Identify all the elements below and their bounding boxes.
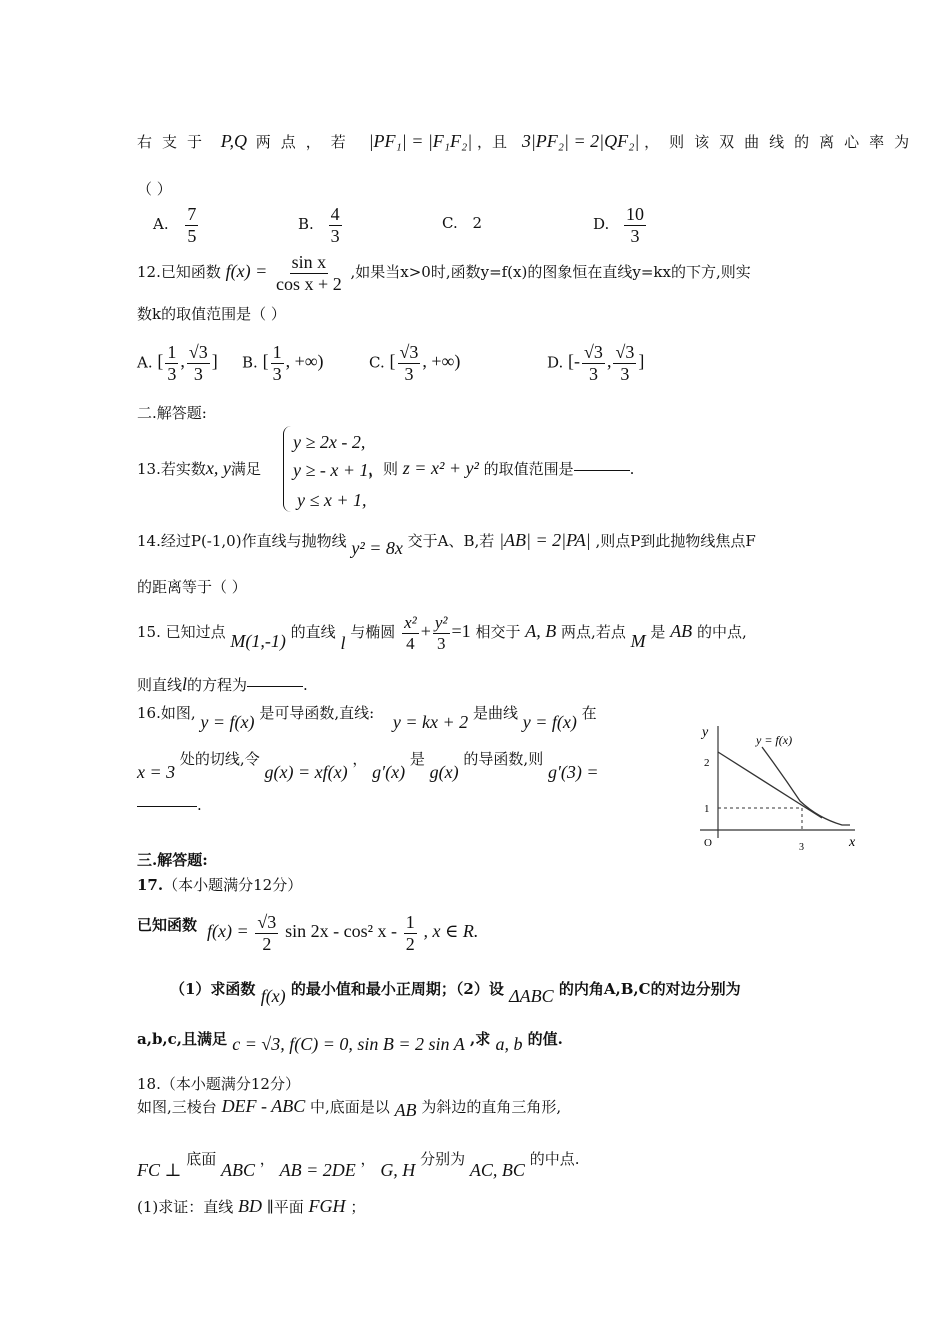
- q18-part1: (1)求证：直线 BD ∥平面 FGH ；: [137, 1196, 366, 1216]
- q16-figure: [690, 722, 862, 852]
- q18-line2: FC ⊥ 底面 ABC ， AB = 2DE ， G, H 分别为 AC, BC 的中点.: [137, 1150, 580, 1180]
- q15-line2: 则直线l的方程为 .: [137, 674, 308, 694]
- section-3-heading: 三.解答题:: [137, 851, 208, 869]
- q13-cond2: y ≥ - x + 1,: [293, 460, 373, 480]
- q13-cond3: y ≤ x + 1,: [297, 490, 367, 510]
- figure-y-label: y: [702, 725, 709, 740]
- q11-option-d: D. $\frac{10}{3}$: [593, 204, 645, 246]
- q12-option-b: B. [ $\frac{1}{3}$ , +∞): [242, 342, 324, 384]
- q14-line1: 14.经过P(-1,0)作直线与抛物线 y² = 8x 交于A、B,若 |AB| = 2|PA| ,则点P到此抛物线焦点F: [137, 530, 756, 558]
- figure-tangent-line: [718, 752, 822, 818]
- q14-line2: 的距离等于（ ）: [137, 578, 247, 596]
- q12-option-d: D. [- $\frac{√3}{3}$ , $\frac{√3}{3}$ ]: [547, 342, 645, 384]
- q16-line1: 16.如图, y = f(x) 是可导函数,直线: y = kx + 2 是曲线 y = f(x) 在: [137, 704, 597, 732]
- q12-option-a: A. [ $\frac{1}{3}$ , $\frac{√3}{3}$ ]: [137, 342, 218, 384]
- figure-origin-label: O: [704, 837, 712, 849]
- q11-text-d: ，则该双曲线的离心率为: [644, 133, 920, 151]
- q17-function: f(x) = $\frac{√3}{2}$ sin 2x - cos² x - $\frac{1}{2}$ , x ∈ R.: [207, 912, 479, 954]
- q11-cond2: 3|PF₂| = 2|QF₂|: [521, 131, 640, 151]
- figure-tick-2: 2: [704, 757, 710, 769]
- q11-paren: （ ）: [137, 180, 172, 198]
- figure-tick-3: 3: [799, 842, 804, 852]
- figure-tick-1: 1: [704, 803, 710, 815]
- q17-part1: （1）求函数 f(x) 的最小值和最小正周期；（2）设 ΔABC 的内角A,B,C的对边分别为: [170, 980, 741, 1006]
- q11-cond1: |PF₁| = |F₁F₂|: [368, 131, 473, 151]
- q12-line2: 数k的取值范围是（ ）: [137, 305, 286, 323]
- q17-part2: a,b,c,且满足 c = √3, f(C) = 0, sin B = 2 sin A ,求 a, b 的值.: [137, 1030, 563, 1054]
- q18-line1: 如图,三棱台 DEF - ABC 中,底面是以 AB 为斜边的直角三角形,: [137, 1096, 562, 1120]
- q13-stem: 13.若实数x, y满足: [137, 458, 261, 478]
- q11-stem-line: [137, 131, 919, 152]
- q13-tail: ，则 z = x² + y² 的取值范围是 .: [368, 458, 635, 478]
- figure-x-label: x: [849, 835, 856, 850]
- q17-header: 17.（本小题满分12分）: [137, 876, 303, 894]
- figure-curve: [762, 747, 850, 825]
- q11-text-c: ，且: [477, 133, 508, 151]
- q11-option-c: C. 2: [442, 214, 483, 232]
- section-2-heading: 二.解答题:: [137, 404, 207, 422]
- q13-cond1: y ≥ 2x - 2,: [293, 432, 366, 452]
- q11-text-a: 右支于: [137, 133, 213, 151]
- q17-stem-text: 已知函数: [137, 916, 198, 934]
- q11-option-a: A. $\frac{7}{5}$: [153, 204, 197, 246]
- q11-pq: P,Q: [220, 131, 247, 151]
- q12-option-c: C. [ $\frac{√3}{3}$ , +∞): [369, 342, 461, 384]
- q11-text-b: 两点，若: [255, 133, 356, 151]
- q15-line1: 15. 已知过点 M(1,-1) 的直线 l 与椭圆 $\frac{\text{x²}}{4}$ + $\frac{\text{y²}}{3}$ =1 相交于 A, B 两点,若点 M 是 AB 的中点,: [137, 613, 747, 654]
- q11-option-b: B. $\frac{4}{3}$: [298, 204, 340, 246]
- q18-header: 18.（本小题满分12分）: [137, 1075, 300, 1093]
- q12-line1: 12.已知函数 f(x) = $\frac{\text{sin x}}{\text{cos x + 2}}$ ,如果当x>0时,函数y=f(x)的图象恒在直线y=kx的下方,则实: [137, 252, 751, 294]
- q16-line2: x = 3 处的切线,令 g(x) = xf(x) ， g′(x) 是 g(x) 的导函数,则 g′(3) =: [137, 750, 599, 782]
- q16-line3: .: [137, 796, 202, 814]
- figure-curve-label: y = f(x): [756, 733, 793, 747]
